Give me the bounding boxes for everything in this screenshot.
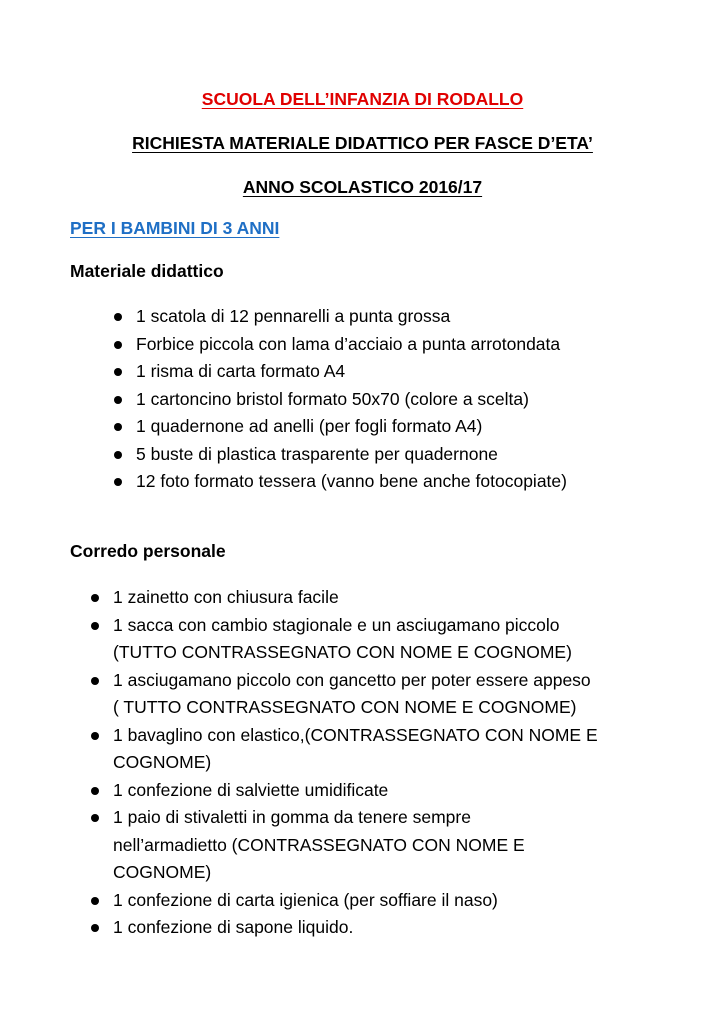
materiale-item [112, 303, 712, 331]
bullet-icon [91, 897, 99, 905]
list-item-text: 1 bavaglino con elastico,(CONTRASSEGNATO CON NOME E [113, 724, 598, 745]
corredo-item [89, 584, 709, 612]
list-item-text: 12 foto formato tessera (vanno bene anche fotocopiate) [136, 471, 567, 491]
list-item-text: 1 confezione di sapone liquido. [113, 917, 354, 937]
list-item-text: 1 confezione di carta igienica (per soffiare il naso) [113, 889, 498, 910]
bullet-icon [91, 732, 99, 740]
materiale-list [112, 303, 712, 496]
list-item-text: ( TUTTO CONTRASSEGNATO CON NOME E COGNOME) [113, 697, 577, 717]
list-item-text: COGNOME) [113, 862, 212, 882]
list-item-text: 1 sacca con cambio stagionale e un asciugamano piccolo [113, 614, 560, 635]
materiale-item [112, 358, 712, 386]
corredo-item [89, 667, 709, 722]
bullet-icon [91, 622, 99, 630]
corredo-item [89, 887, 709, 915]
list-item-text: nell’armadietto (CONTRASSEGNATO CON NOME E [113, 834, 525, 855]
materiale-item [112, 331, 712, 359]
corredo-item [89, 804, 709, 887]
list-item-text: COGNOME) [113, 752, 212, 772]
list-item-text: Forbice piccola con lama d’acciaio a punta arrotondata [136, 333, 561, 354]
bullet-icon [114, 341, 122, 349]
list-item-text: (TUTTO CONTRASSEGNATO CON NOME E COGNOME) [113, 642, 572, 662]
list-item-text: 1 zainetto con chiusura facile [113, 587, 339, 607]
bullet-icon [91, 594, 99, 602]
materiale-item [112, 386, 712, 414]
bullet-icon [114, 396, 122, 404]
request-title: RICHIESTA MATERIALE DIDATTICO PER FASCE D’ETA’ [132, 133, 593, 153]
bullet-icon [91, 924, 99, 932]
list-item-text: 1 quadernone ad anelli (per fogli formato A4) [136, 416, 483, 436]
bullet-icon [91, 787, 99, 795]
list-item-text: 1 paio di stivaletti in gomma da tenere sempre [113, 807, 471, 827]
materiale-item [112, 468, 712, 496]
corredo-item [89, 722, 709, 777]
school-year: ANNO SCOLASTICO 2016/17 [242, 177, 483, 197]
materiale-item [112, 413, 712, 441]
corredo-item [89, 777, 709, 805]
bullet-icon [91, 677, 99, 685]
list-item-text: 5 buste di plastica trasparente per quadernone [136, 443, 498, 464]
list-item-text: 1 asciugamano piccolo con gancetto per poter essere appeso [113, 669, 591, 690]
bullet-icon [114, 451, 122, 459]
list-item-text: 1 cartoncino bristol formato 50x70 (colore a scelta) [136, 388, 529, 409]
bullet-icon [114, 478, 122, 486]
bullet-icon [91, 814, 99, 822]
bullet-icon [114, 368, 122, 376]
corredo-list [89, 584, 709, 942]
list-item-text: 1 risma di carta formato A4 [136, 361, 346, 381]
age-group-heading: PER I BAMBINI DI 3 ANNI [70, 218, 280, 238]
list-item-text: 1 confezione di salviette umidificate [113, 779, 389, 800]
materiale-heading: Materiale didattico [70, 261, 224, 281]
bullet-icon [114, 313, 122, 321]
materiale-item [112, 441, 712, 469]
school-title: SCUOLA DELL’INFANZIA DI RODALLO [201, 89, 524, 109]
corredo-heading: Corredo personale [70, 541, 226, 561]
list-item-text: 1 scatola di 12 pennarelli a punta grossa [136, 306, 451, 326]
corredo-item [89, 914, 709, 942]
bullet-icon [114, 423, 122, 431]
corredo-item [89, 612, 709, 667]
